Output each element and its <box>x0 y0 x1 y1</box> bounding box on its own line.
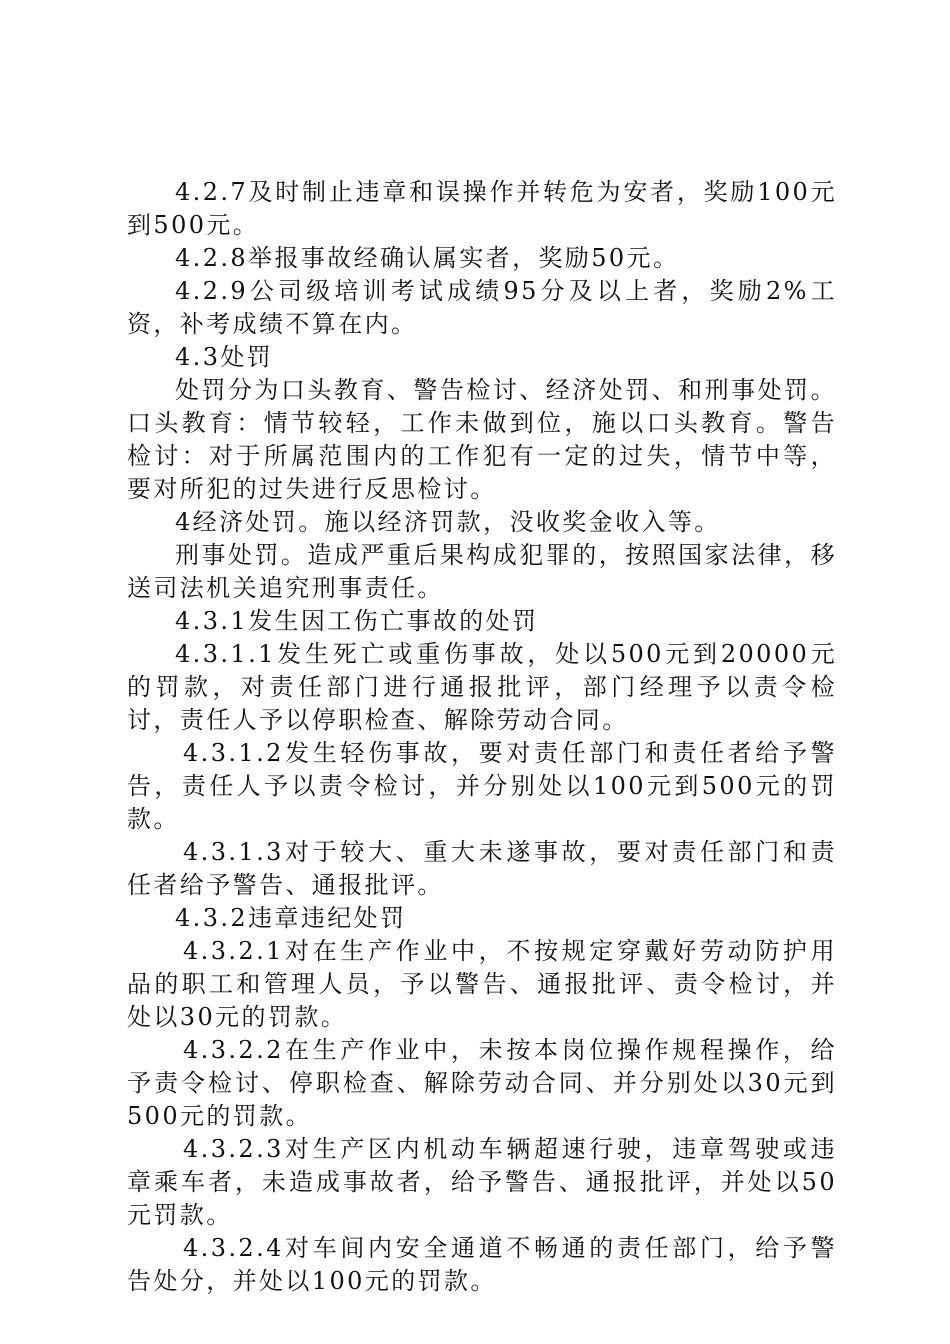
paragraph-economic-penalty: 4经济处罚。施以经济罚款，没收奖金收入等。 <box>175 508 721 536</box>
paragraph-4-3-1-3: 4.3.1.3对于较大、重大未遂事故，要对责任部门和责任者给予警告、通报批评。 <box>127 838 837 899</box>
paragraph-4-3-2-3: 4.3.2.3对生产区内机动车辆超速行驶，违章驾驶或违章乘车者，未造成事故者，给予警告、通报批评，并处以50元罚款。 <box>127 1135 837 1229</box>
paragraph-4-3-2-2: 4.3.2.2在生产作业中，未按本岗位操作规程操作，给予责令检讨、停职检查、解除劳动合同、并分别处以30元到500元的罚款。 <box>127 1036 837 1130</box>
paragraph-penalty-types: 处罚分为口头教育、警告检讨、经济处罚、和刑事处罚。口头教育：情节较轻，工作未做到位，施以口头教育。警告检讨：对于所属范围内的工作犯有一定的过失，情节中等，要对所犯的过失进行反思检讨。 <box>127 376 837 503</box>
paragraph-4-2-7: 4.2.7及时制止违章和误操作并转危为安者，奖励100元到500元。 <box>127 178 837 239</box>
paragraph-criminal-penalty: 刑事处罚。造成严重后果构成犯罪的，按照国家法律，移送司法机关追究刑事责任。 <box>127 541 837 602</box>
paragraph-4-3-1-1: 4.3.1.1发生死亡或重伤事故，处以500元到20000元的罚款，对责任部门进行通报批评，部门经理予以责令检讨，责任人予以停职检查、解除劳动合同。 <box>127 640 837 734</box>
section-heading-4-3-1: 4.3.1发生因工伤亡事故的处罚 <box>175 607 539 635</box>
paragraph-4-2-9: 4.2.9公司级培训考试成绩95分及以上者，奖励2%工资，补考成绩不算在内。 <box>127 277 837 338</box>
paragraph-4-3-2-4: 4.3.2.4对车间内安全通道不畅通的责任部门，给予警告处分，并处以100元的罚款。 <box>127 1234 837 1295</box>
paragraph-4-2-8: 4.2.8举报事故经确认属实者，奖励50元。 <box>175 244 680 272</box>
document-body <box>127 176 837 1298</box>
section-heading-4-3: 4.3处罚 <box>175 343 274 371</box>
section-heading-4-3-2: 4.3.2违章违纪处罚 <box>175 904 407 932</box>
paragraph-4-3-1-2: 4.3.1.2发生轻伤事故，要对责任部门和责任者给予警告，责任人予以责令检讨，并分别处以100元到500元的罚款。 <box>127 739 837 833</box>
paragraph-4-3-2-1: 4.3.2.1对在生产作业中，不按规定穿戴好劳动防护用品的职工和管理人员，予以警告、通报批评、责令检讨，并处以30元的罚款。 <box>127 937 837 1031</box>
